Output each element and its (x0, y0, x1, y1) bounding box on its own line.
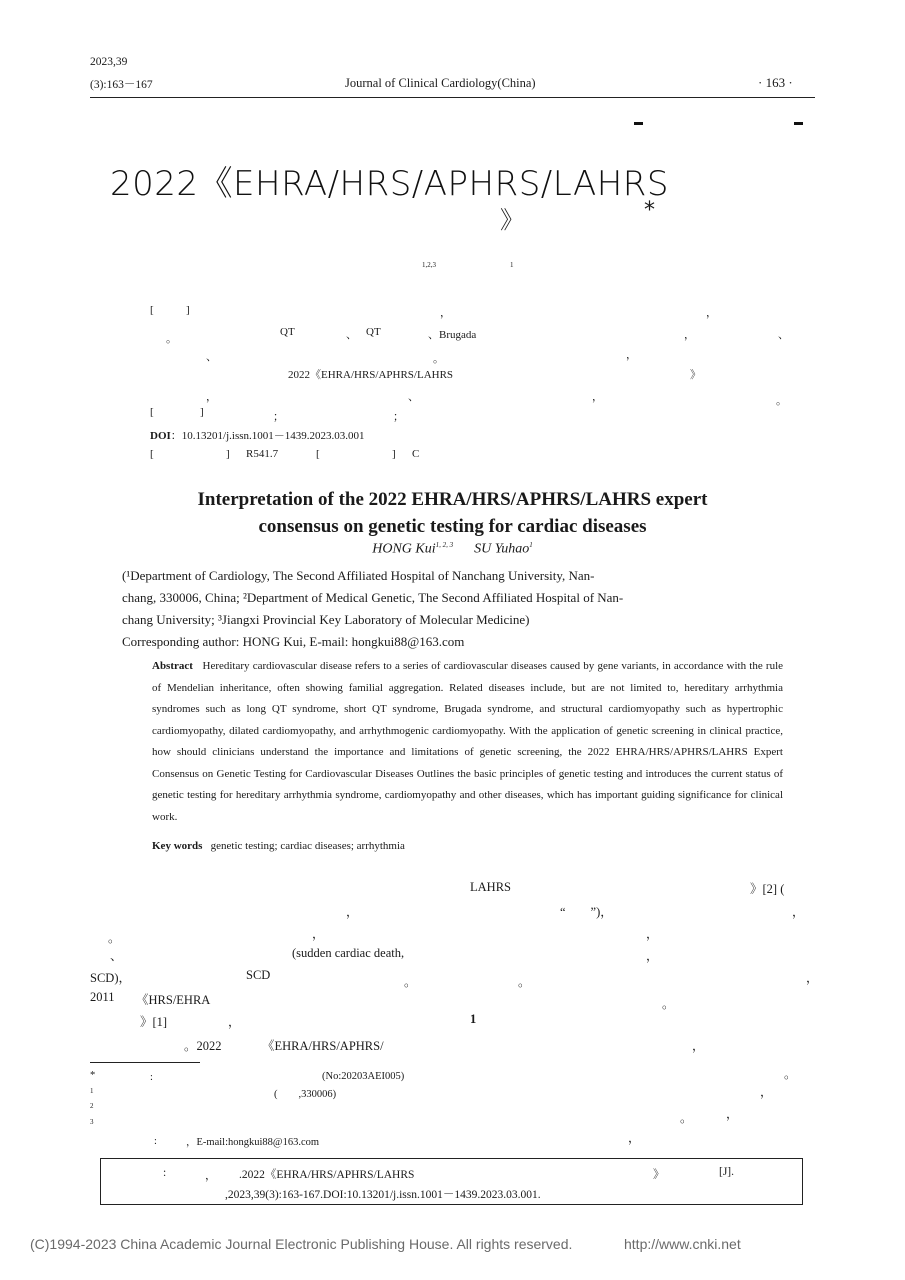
header-issue-pages: (3):163－167 (90, 79, 153, 91)
header-journal-name: Journal of Clinical Cardiology(China) (345, 76, 536, 90)
body-fragment: SCD)， (90, 971, 131, 985)
footnote-rule (90, 1062, 200, 1063)
classification-bracket-close: ] (226, 448, 230, 460)
abstract-cn-punct: ， (626, 349, 637, 361)
english-keywords (152, 840, 405, 852)
body-fragment: ， (312, 927, 325, 941)
english-authors (0, 541, 905, 558)
footer-url: http://www.cnki.net (624, 1236, 741, 1252)
abstract-text: Hereditary cardiovascular disease refers to a series of cardiovascular diseases caused by gene variants, in accordance with the rule of Mendelian inheritance, often showing familial aggregation. Related diseases include, but are not limited to, hereditary arrhythmia syndromes such as long QT syndrome, short QT syndrome, Brugada syndrome, and structural cardiomyopathy such as hypertrophic cardiomyopathy, dilated cardiomyopathy, and arrhythmogenic cardiomyopathy. With the application of genetic screening in clinical practice, how should clinicians understand the importance and limitations of genetic screening, the 2022 EHRA/HRS/APHRS/LAHRS Expert Consensus on Genetic Testing for Cardiovascular Diseases Outlines the basic principles of genetic testing and introduces the current status of genetic testing for hereditary arrhythmia syndrome, cardiomyopathy and other diseases, which has important guiding significance for clinical work. (152, 660, 784, 823)
abstract-cn-bracket-close: ] (186, 304, 190, 316)
document-code-bracket-open: [ (316, 448, 320, 460)
citation-line2: ,2023,39(3):163-167.DOI:10.13201/j.issn.1001－1439.2023.03.001. (225, 1189, 541, 1201)
footnote-email: ，E-mail:hongkui88@163.com (186, 1137, 320, 1148)
body-fragment: 。2022 (184, 1039, 222, 1053)
citation-box (100, 1158, 803, 1205)
keywords-cn-bracket-close: ] (200, 406, 204, 418)
abstract-cn-consensus-title: 2022《EHRA/HRS/APHRS/LAHRS (288, 369, 454, 381)
body-fragment: 》[1] (140, 1015, 168, 1029)
author-su-yuhao-sup: 1 (529, 541, 533, 549)
footnote-sup-1: 1 (90, 1087, 94, 1095)
body-fragment: 。 (680, 1111, 693, 1125)
footnote-fund-star: * (90, 1070, 96, 1081)
abstract-cn-punct: ， (684, 329, 695, 341)
body-fragment: (sudden cardiac death, (292, 946, 405, 960)
body-fragment: ， (628, 1131, 641, 1145)
document-code-value: C (412, 448, 420, 460)
body-fragment: ， (692, 1039, 705, 1053)
body-fragment: 2011 (90, 990, 115, 1004)
abstract-cn-term-qt: QT (280, 326, 295, 338)
author-hong-kui-sup: 1, 2, 3 (435, 541, 454, 549)
body-fragment: 。 (784, 1067, 797, 1081)
citation-comma: ， (205, 1170, 217, 1182)
keywords-cn-sep: ； (393, 411, 404, 423)
abstract-cn-punct: ， (592, 391, 603, 403)
english-title-line2: consensus on genetic testing for cardiac diseases (258, 516, 647, 537)
body-fragment: ， (792, 905, 805, 919)
english-affiliation-line2: chang, 330006, China; ²Department of Medical Genetic, The Second Affiliated Hospital of Nan- (122, 590, 624, 605)
doi-value: ：10.13201/j.issn.1001－1439.2023.03.001 (170, 430, 365, 442)
english-abstract (152, 656, 783, 828)
body-fragment: 。 (518, 975, 531, 989)
abstract-cn-punct: 、 (778, 329, 789, 341)
body-fragment: 、 (110, 949, 123, 963)
header-volume-year: 2023,39 (90, 56, 128, 68)
section-heading-number: 1 (470, 1012, 477, 1026)
abstract-cn-punct: ， (706, 307, 717, 319)
body-fragment: 《EHRA/HRS/APHRS/ (262, 1039, 384, 1053)
body-fragment: ， (346, 905, 359, 919)
author-hong-kui: HONG Kui (372, 541, 436, 557)
document-code-bracket-close: ] (392, 448, 396, 460)
body-fragment: SCD (246, 968, 271, 982)
abstract-cn-punct: ， (440, 307, 451, 319)
abstract-cn-punct: 、 (206, 351, 217, 363)
column-type-dash-left (634, 122, 643, 125)
author-su-yuhao: SU Yuhao (474, 541, 530, 557)
author-affiliation-sup-2: 1 (510, 261, 514, 269)
body-fragment: LAHRS (470, 880, 511, 894)
body-fragment: 。 (404, 975, 417, 989)
abstract-cn-punct: 。 (776, 395, 787, 407)
english-affiliation-line3: chang University; ³Jiangxi Provincial Key Laboratory of Molecular Medicine) (122, 612, 530, 627)
body-fragment: “ ”)， (560, 905, 613, 919)
footer-copyright: (C)1994-2023 China Academic Journal Electronic Publishing House. All rights reserved. (30, 1236, 573, 1252)
footnote-sup-2: 2 (90, 1102, 94, 1110)
body-fragment: 》[2] ( (750, 882, 785, 896)
body-fragment: ， (646, 949, 659, 963)
footnote-address: ( ,330006) (274, 1089, 337, 1100)
abstract-cn-punct: 、 (408, 391, 419, 403)
keywords-cn-sep: ； (273, 411, 284, 423)
column-type-dash-right (794, 122, 803, 125)
body-fragment: 。 (108, 931, 121, 945)
abstract-cn-bracket-open: [ (150, 304, 154, 316)
citation-colon: : (163, 1167, 167, 1179)
citation-close-mark: 》 (653, 1169, 665, 1181)
doi-line (150, 427, 365, 443)
abstract-cn-punct: 、 (346, 329, 357, 341)
citation-title: .2022《EHRA/HRS/APHRS/LAHRS (239, 1169, 415, 1181)
body-fragment: 《HRS/EHRA (136, 993, 211, 1007)
body-fragment: 。 (662, 997, 675, 1011)
body-fragment: ， (646, 927, 659, 941)
keywords-label: Key words (152, 840, 203, 852)
abstract-cn-punct: 》 (690, 369, 701, 381)
abstract-cn-term-qt: QT (366, 326, 381, 338)
keywords-text: genetic testing; cardiac diseases; arrhythmia (210, 840, 405, 852)
body-fragment: ， (228, 1015, 241, 1029)
doi-label: DOI (150, 430, 171, 442)
header-page-number: · 163 · (758, 75, 793, 90)
english-title-line1: Interpretation of the 2022 EHRA/HRS/APHRS/LAHRS expert (197, 489, 708, 510)
abstract-label: Abstract (152, 660, 193, 672)
keywords-cn-bracket-open: [ (150, 406, 154, 418)
abstract-cn-punct: 。 (166, 333, 177, 345)
footnote-corr-colon: : (154, 1136, 157, 1147)
body-fragment: ， (806, 971, 819, 985)
abstract-cn-punct: 。 (433, 353, 444, 365)
footnote-sup-3: 3 (90, 1118, 94, 1126)
title-chinese-close-mark: 》 (500, 206, 524, 234)
header-rule (90, 97, 815, 98)
abstract-cn-term-brugada: 、Brugada (428, 329, 477, 341)
author-affiliation-sup-1: 1,2,3 (422, 261, 436, 269)
body-fragment: ， (760, 1085, 773, 1099)
classification-bracket-open: [ (150, 448, 154, 460)
footnote-fund-number: (No:20203AEI005) (322, 1071, 405, 1082)
citation-type: [J]. (719, 1166, 735, 1178)
abstract-cn-punct: ， (206, 391, 217, 403)
body-fragment: ， (726, 1107, 739, 1121)
footnote-fund-colon: : (150, 1072, 153, 1083)
english-affiliation-line1: (¹Department of Cardiology, The Second Affiliated Hospital of Nanchang University, Nan- (122, 568, 595, 583)
title-fund-asterisk: * (644, 198, 655, 223)
title-chinese-line1: 2022《EHRA/HRS/APHRS/LAHRS (110, 164, 670, 204)
classification-number: R541.7 (246, 448, 279, 460)
english-corresponding-author: Corresponding author: HONG Kui, E-mail: hongkui88@163.com (122, 634, 465, 649)
